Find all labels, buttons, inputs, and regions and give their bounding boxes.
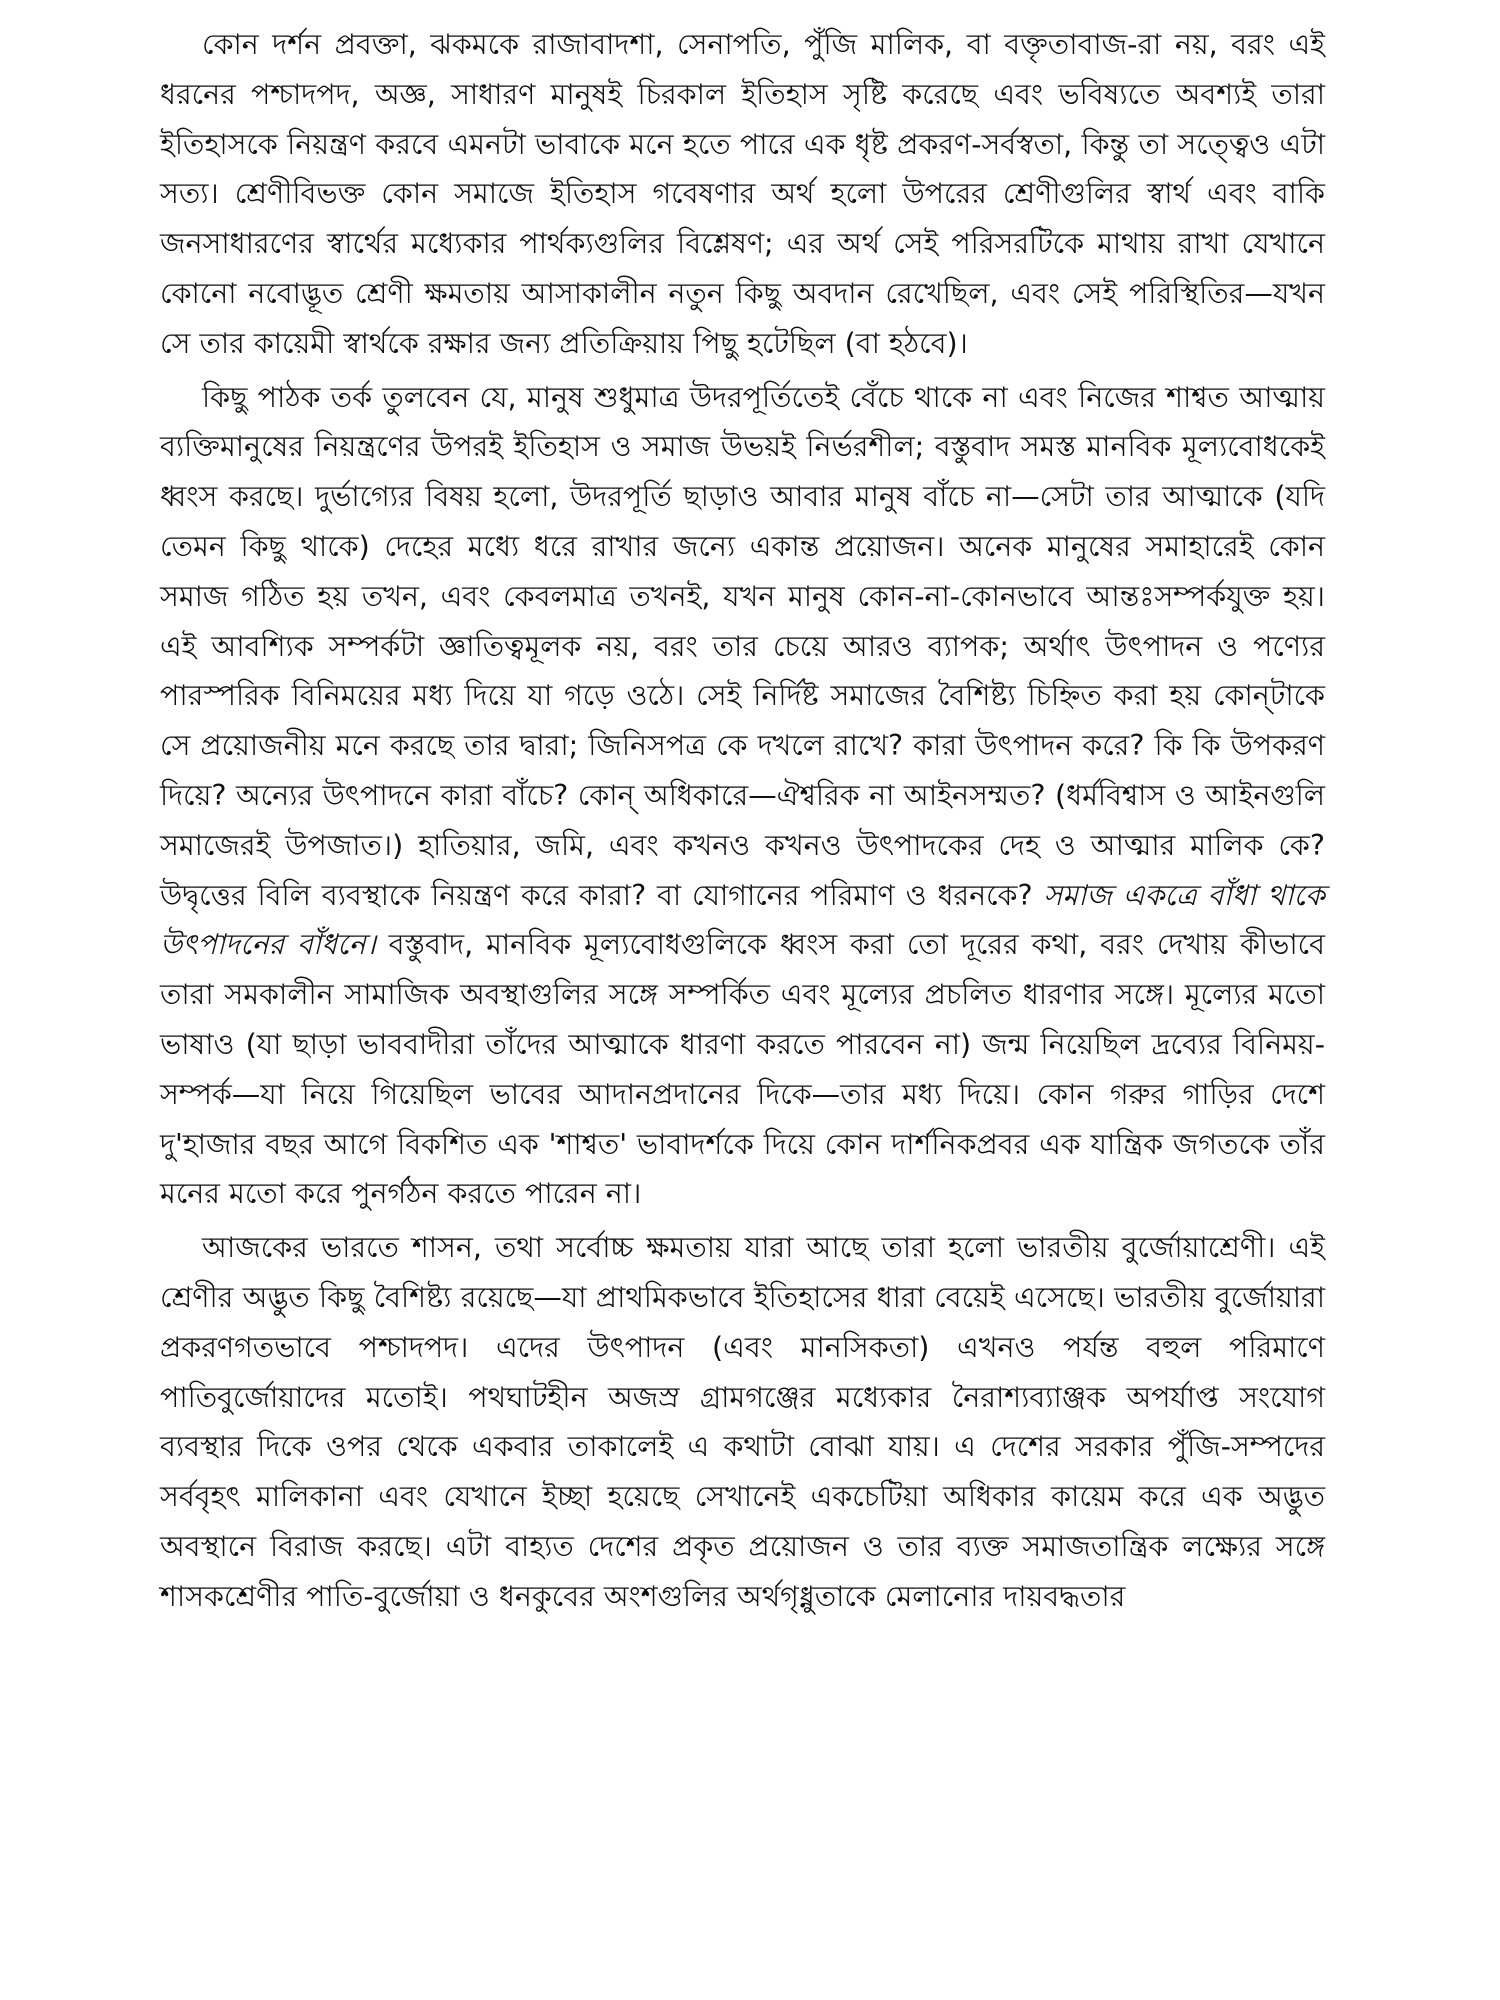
paragraph-2 (160, 373, 1325, 1220)
paragraph-2-text-end: বস্তুবাদ, মানবিক মূল্যবোধগুলিকে ধ্বংস করা তো দূরের কথা, বরং দেখায় কীভাবে তারা সমকালীন সামাজিক অবস্থাগুলির সঙ্গে সম্পর্কিত এবং মূল্যের প্রচলিত ধারণার সঙ্গে। মূল্যের মতো ভাষাও (যা ছাড়া ভাববাদীরা তাঁদের আত্মাকে ধারণা করতে পারবেন না) জন্ম নিয়েছিল দ্রব্যের বিনিময়-সম্পর্ক—যা নিয়ে গিয়েছিল ভাবের আদানপ্রদানের দিকে—তার মধ্য দিয়ে। কোন গরুর গাড়ির দেশে দু'হাজার বছর আগে বিকশিত এক 'শাশ্বত' ভাবাদর্শকে দিয়ে কোন দার্শনিকপ্রবর এক যান্ত্রিক জগতকে তাঁর মনের মতো করে পুনর্গঠন করতে পারেন না। (160, 928, 1325, 1211)
document-page (160, 20, 1325, 1622)
paragraph-3: আজকের ভারতে শাসন, তথা সর্বোচ্চ ক্ষমতায় যারা আছে তারা হলো ভারতীয় বুর্জোয়াশ্রেণী। এই শ্রেণীর অদ্ভুত কিছু বৈশিষ্ট্য রয়েছে—যা প্রাথমিকভাবে ইতিহাসের ধারা বেয়েই এসেছে। ভারতীয় বুর্জোয়ারা প্রকরণগতভাবে পশ্চাদপদ। এদের উৎপাদন (এবং মানসিকতা) এখনও পর্যন্ত বহুল পরিমাণে পাতিবুর্জোয়াদের মতোই। পথঘাটহীন অজস্র গ্রামগঞ্জের মধ্যেকার নৈরাশ্যব্যাঞ্জক অপর্যাপ্ত সংযোগ ব্যবস্থার দিকে ওপর থেকে একবার তাকালেই এ কথাটা বোঝা যায়। এ দেশের সরকার পুঁজি-সম্পদের সর্ববৃহৎ মালিকানা এবং যেখানে ইচ্ছা হয়েছে সেখানেই একচেটিয়া অধিকার কায়েম করে এক অদ্ভুত অবস্থানে বিরাজ করছে। এটা বাহ্যত দেশের প্রকৃত প্রয়োজন ও তার ব্যক্ত সমাজতান্ত্রিক লক্ষ্যের সঙ্গে শাসকশ্রেণীর পাতি-বুর্জোয়া ও ধনকুবের অংশগুলির অর্থগৃধ্নুতাকে মেলানোর দায়বদ্ধতার (160, 1231, 1325, 1613)
paragraph-2-italic-phrase: সমাজ একত্রে বাঁধা থাকে উৎপাদনের বাঁধনে। (160, 878, 1325, 962)
paragraph-2-text-start: কিছু পাঠক তর্ক তুলবেন যে, মানুষ শুধুমাত্র উদরপূর্তিতেই বেঁচে থাকে না এবং নিজের শাশ্বত আত্মায় ব্যক্তিমানুষের নিয়ন্ত্রণের উপরই ইতিহাস ও সমাজ উভয়ই নির্ভরশীল; বস্তুবাদ সমস্ত মানবিক মূল্যবোধকেই ধ্বংস করছে। দুর্ভাগ্যের বিষয় হলো, উদরপূর্তি ছাড়াও আবার মানুষ বাঁচে না—সেটা তার আত্মাকে (যদি তেমন কিছু থাকে) দেহের মধ্যে ধরে রাখার জন্যে একান্ত প্রয়োজন। অনেক মানুষের সমাহারেই কোন সমাজ গঠিত হয় তখন, এবং কেবলমাত্র তখনই, যখন মানুষ কোন-না-কোনভাবে আন্তঃসম্পর্কযুক্ত হয়। এই আবশ্যিক সম্পর্কটা জ্ঞাতিত্বমূলক নয়, বরং তার চেয়ে আরও ব্যাপক; অর্থাৎ উৎপাদন ও পণ্যের পারস্পরিক বিনিময়ের মধ্য দিয়ে যা গড়ে ওঠে। সেই নির্দিষ্ট সমাজের বৈশিষ্ট্য চিহ্নিত করা হয় কোন্‌টাকে সে প্রয়োজনীয় মনে করছে তার দ্বারা; জিনিসপত্র কে দখলে রাখে? কারা উৎপাদন করে? কি কি উপকরণ দিয়ে? অন্যের উৎপাদনে কারা বাঁচে? কোন্ অধিকারে—ঐশ্বরিক না আইনসম্মত? (ধর্মবিশ্বাস ও আইনগুলি সমাজেরই উপজাত।) হাতিয়ার, জমি, এবং কখনও কখনও উৎপাদকের দেহ ও আত্মার মালিক কে? উদ্বৃত্তের বিলি ব্যবস্থাকে নিয়ন্ত্রণ করে কারা? বা যোগানের পরিমাণ ও ধরনকে? (160, 380, 1325, 912)
paragraph-1: কোন দর্শন প্রবক্তা, ঝকমকে রাজাবাদশা, সেনাপতি, পুঁজি মালিক, বা বক্তৃতাবাজ-রা নয়, বরং এই ধরনের পশ্চাদপদ, অজ্ঞ, সাধারণ মানুষই চিরকাল ইতিহাস সৃষ্টি করেছে এবং ভবিষ্যতে অবশ্যই তারা ইতিহাসকে নিয়ন্ত্রণ করবে এমনটা ভাবাকে মনে হতে পারে এক ধৃষ্ট প্রকরণ-সর্বস্বতা, কিন্তু তা সত্ত্বেও এটা সত্য। শ্রেণীবিভক্ত কোন সমাজে ইতিহাস গবেষণার অর্থ হলো উপরের শ্রেণীগুলির স্বার্থ এবং বাকি জনসাধারণের স্বার্থের মধ্যেকার পার্থক্যগুলির বিশ্লেষণ; এর অর্থ সেই পরিসরটিকে মাথায় রাখা যেখানে কোনো নবোদ্ভূত শ্রেণী ক্ষমতায় আসাকালীন নতুন কিছু অবদান রেখেছিল, এবং সেই পরিস্থিতির—যখন সে তার কায়েমী স্বার্থকে রক্ষার জন্য প্রতিক্রিয়ায় পিছু হটেছিল (বা হঠবে)। (160, 28, 1325, 360)
